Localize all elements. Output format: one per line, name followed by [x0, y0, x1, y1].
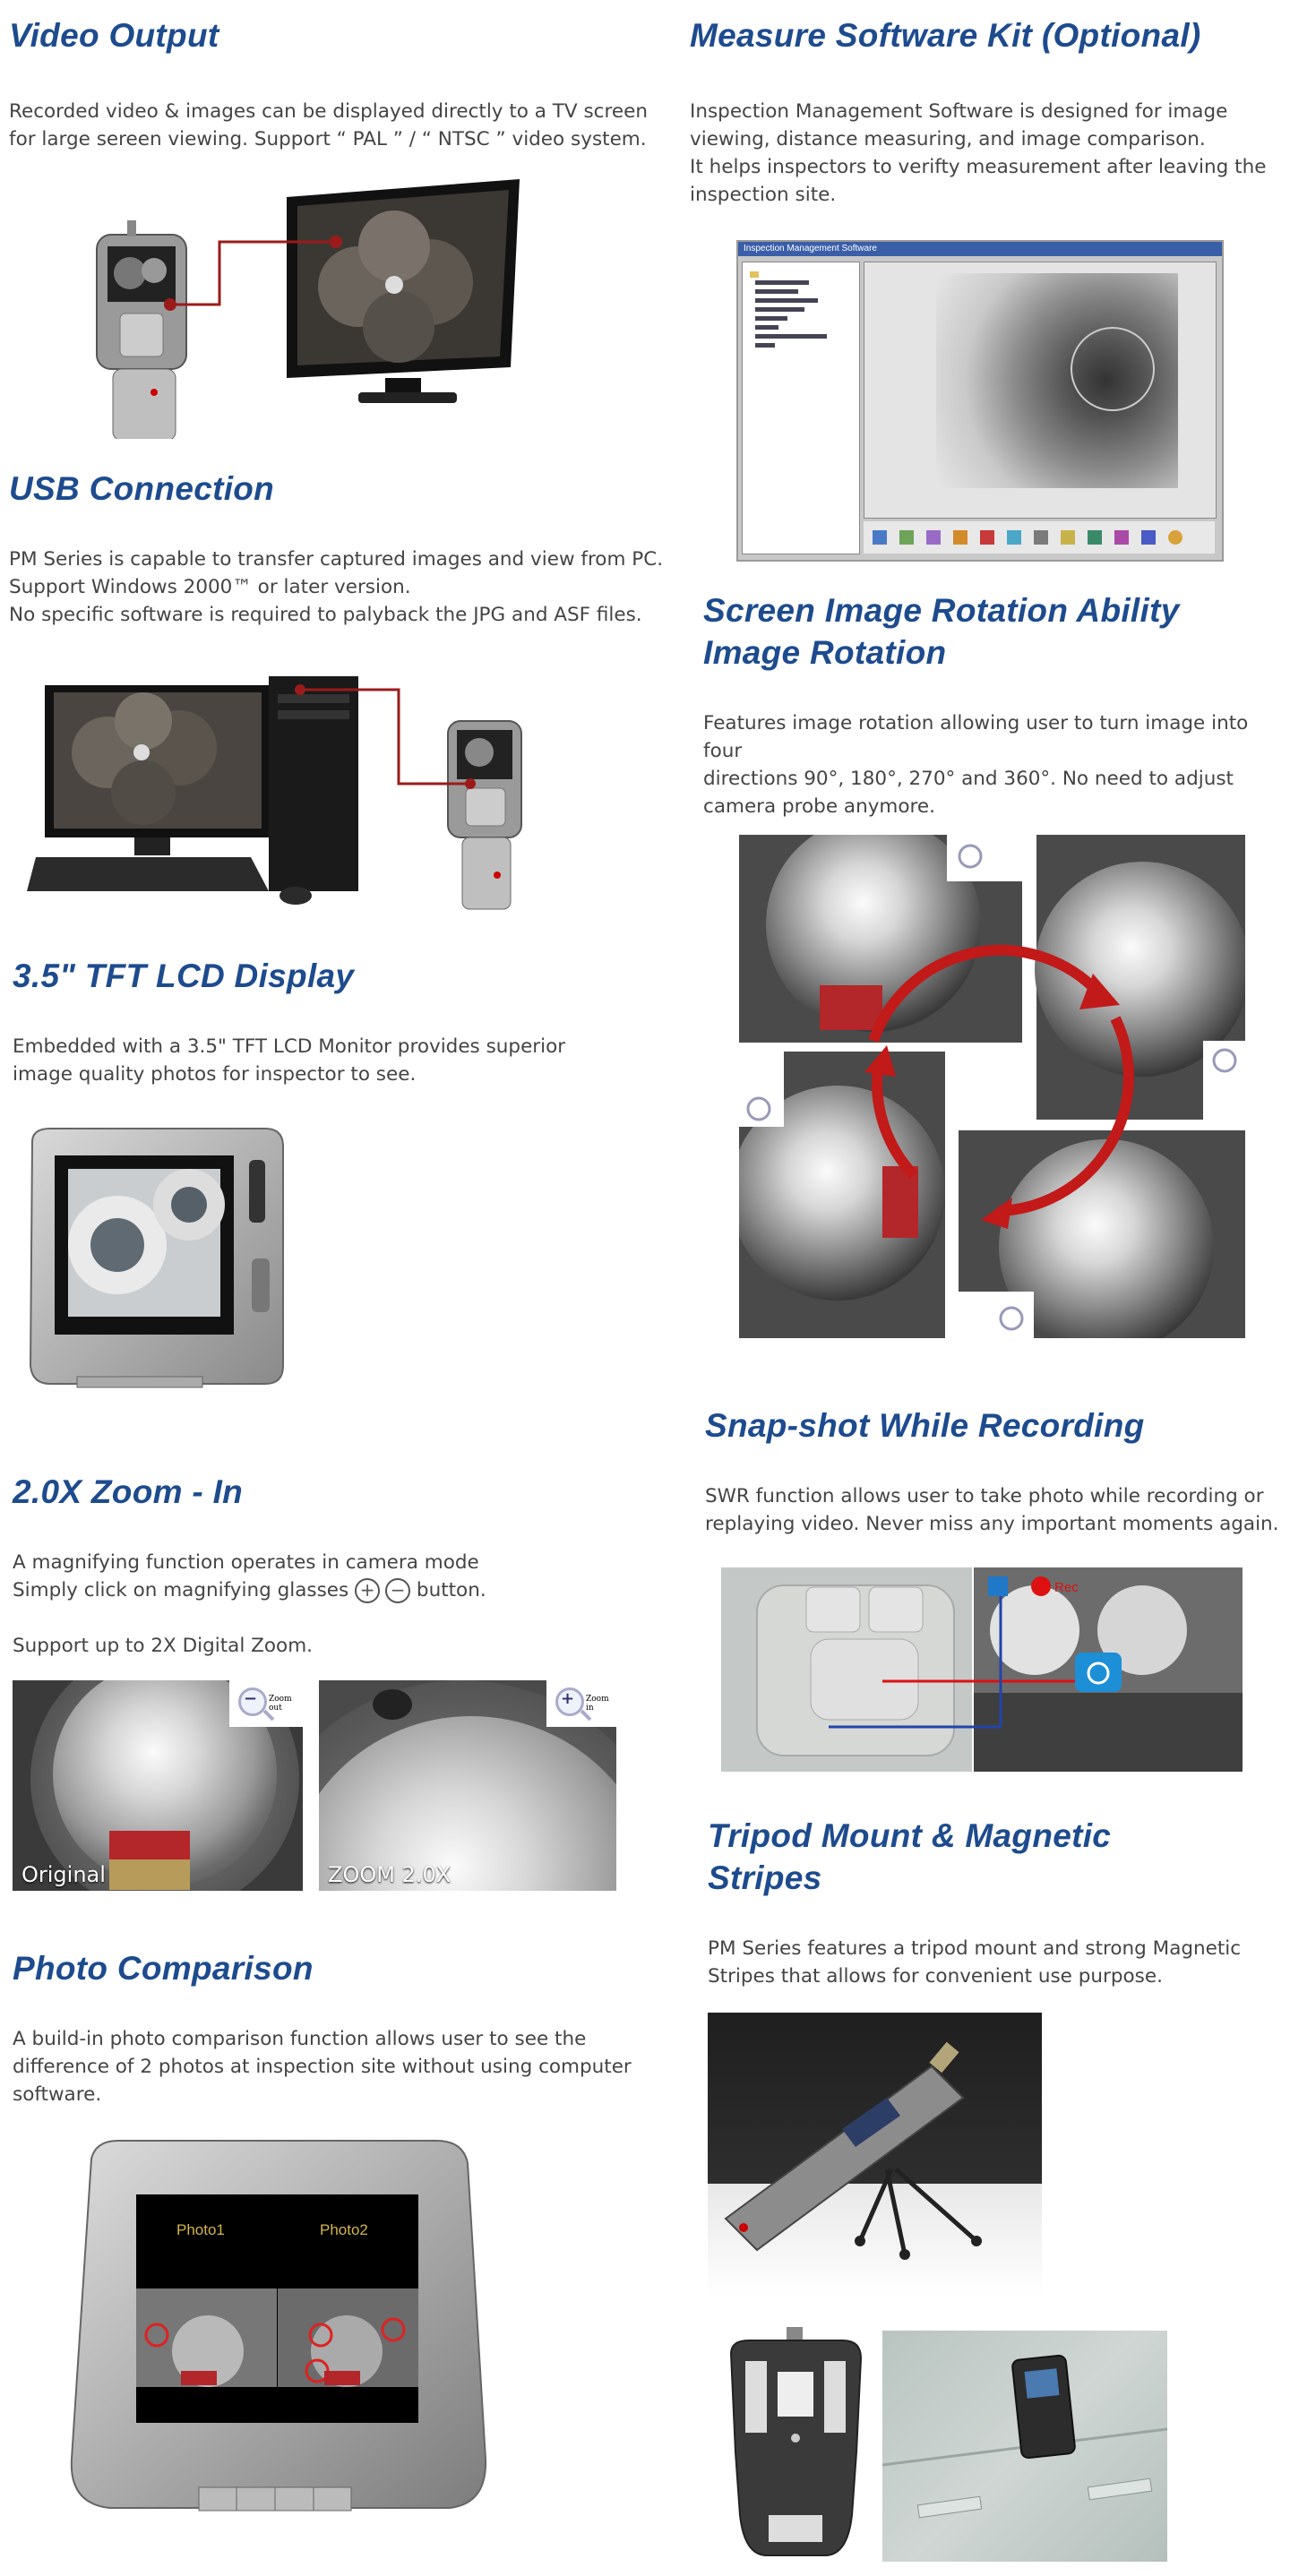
tripod-section: [708, 1815, 1290, 1990]
magnetic-wall-image: [882, 2331, 1167, 2562]
photo-compare-section: [13, 1947, 658, 2108]
snapshot-image: [721, 1567, 1243, 1772]
software-window-title: Inspection Management Software: [738, 242, 1222, 256]
zoom-original-image: [13, 1680, 303, 1891]
measure-section: [690, 14, 1272, 209]
rotation-text: Features image rotation allowing user to turn image into four directions 90°, 180°, 270° and 360°. No need to adjust camera probe anymore.: [703, 712, 1249, 818]
rotation-section: [703, 589, 1286, 820]
tripod-title: Tripod Mount & Magnetic Stripes: [708, 1817, 1112, 1896]
zoom-out-icon: −: [385, 1578, 410, 1603]
file-tree-panel: [742, 262, 860, 554]
badge-text: Zoom in: [586, 1695, 609, 1713]
valve-part-base: [109, 1859, 190, 1890]
minus-sign: −: [244, 1689, 258, 1708]
video-output-title: Video Output: [9, 17, 219, 54]
snapshot-section: [705, 1404, 1287, 1538]
rotation-image: [739, 835, 1245, 1338]
magnetic-back-image: [722, 2327, 870, 2562]
bolt-hole: [373, 1689, 412, 1720]
video-output-text: Recorded video & images can be displayed directly to a TV screen for large sereen viewing. Support “ PAL ” / “ NTSC ” video system.: [9, 100, 648, 150]
zoom-section: [13, 1471, 658, 1660]
usb-title: USB Connection: [9, 470, 275, 507]
tripod-image: [708, 2013, 1042, 2297]
badge-text: Zoom out: [269, 1695, 292, 1713]
zoom-text-3: Support up to 2X Digital Zoom.: [13, 1635, 313, 1657]
zoom-out-badge: [229, 1680, 303, 1727]
usb-image: [27, 667, 546, 927]
usb-text: PM Series is capable to transfer captured images and view from PC. Support Windows 2000™ or later version. No specific software is required to palyback the JPG and ASF files.: [9, 548, 664, 626]
zoom-text-2-post: button.: [416, 1579, 486, 1601]
video-output-section: [9, 14, 654, 153]
snapshot-title: Snap-shot While Recording: [705, 1407, 1145, 1444]
zoom-text-2: [13, 1576, 658, 1604]
rotation-title: Screen Image Rotation Ability Image Rotation: [703, 592, 1180, 671]
video-output-image: [90, 179, 538, 439]
tft-title: 3.5" TFT LCD Display: [13, 957, 355, 994]
zoom-in-badge: [546, 1680, 616, 1727]
zoom-in-icon: +: [355, 1578, 380, 1603]
zoom-title: 2.0X Zoom - In: [13, 1473, 244, 1510]
software-toolbar: [864, 521, 1215, 554]
zoom-label: ZOOM 2.0X: [328, 1862, 452, 1887]
plus-sign: +: [561, 1689, 575, 1708]
photo2-label: Photo2: [320, 2221, 368, 2238]
photo-compare-text: A build-in photo comparison function allows user to see the difference of 2 photos at inspection site without using computer software.: [13, 2028, 632, 2106]
measure-software-screenshot: [736, 240, 1224, 562]
usb-section: [9, 468, 672, 629]
measure-text: Inspection Management Software is designed for image viewing, distance measuring, and image comparison. It helps inspectors to verifty measurement after leaving the inspection site.: [690, 100, 1267, 206]
photo-compare-title: Photo Comparison: [13, 1950, 314, 1987]
zoom-text-1: A magnifying function operates in camera mode: [13, 1551, 479, 1574]
original-label: Original: [22, 1862, 106, 1887]
tripod-text: PM Series features a tripod mount and strong Magnetic Stripes that allows for convenient use purpose.: [708, 1937, 1242, 1988]
zoom-2x-image: [319, 1680, 616, 1891]
photo-compare-image: [64, 2136, 490, 2521]
image-view-panel: [864, 262, 1217, 519]
tft-text: Embedded with a 3.5" TFT LCD Monitor provides superior image quality photos for inspector to see.: [13, 1035, 566, 1086]
photo1-label: Photo1: [176, 2221, 225, 2238]
measure-circle: [1071, 327, 1155, 411]
inspection-image: [936, 273, 1178, 488]
zoom-text-2-pre: Simply click on magnifying glasses: [13, 1579, 349, 1601]
measure-title: Measure Software Kit (Optional): [690, 17, 1201, 54]
tft-image: [14, 1124, 292, 1393]
rec-label: Rec: [1054, 1580, 1079, 1595]
tft-section: [13, 955, 658, 1088]
snapshot-text: SWR function allows user to take photo while recording or replaying video. Never miss any important moments again.: [705, 1485, 1279, 1535]
